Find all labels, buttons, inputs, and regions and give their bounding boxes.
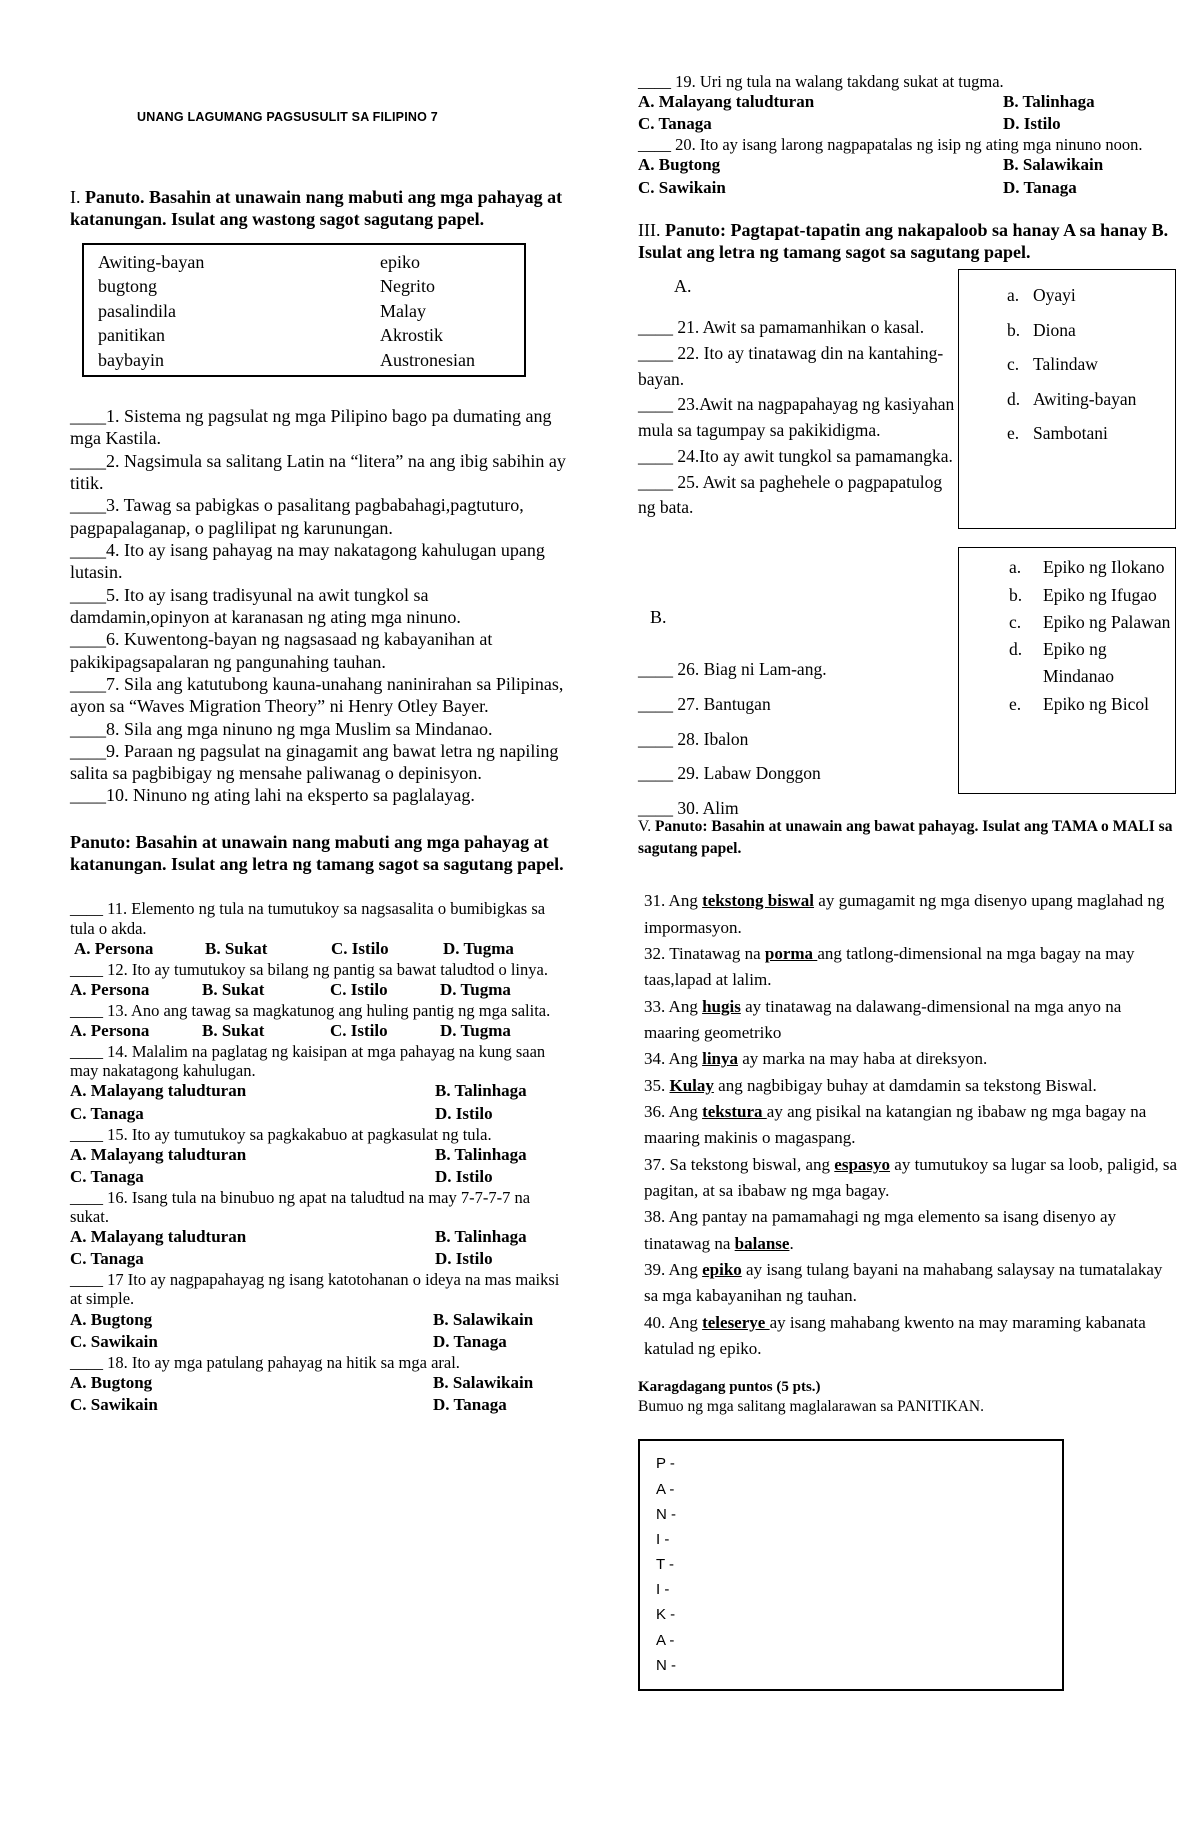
acrostic-letter: K - — [656, 1606, 676, 1624]
choice-letter: e. — [1007, 423, 1020, 444]
choice-text: Sambotani — [1033, 423, 1108, 444]
choice-letter: d. — [1007, 388, 1021, 409]
statement-text: ay isang tulang bayani na mahabang salaysay na tumatalakay sa mga kabayanihan ng tauhan. — [644, 1260, 1163, 1306]
choice-19-d: D. Istilo — [1003, 114, 1061, 134]
choice-row — [959, 313, 1175, 347]
statement-37 — [638, 1152, 1178, 1205]
underlined-term: espasyo — [834, 1154, 891, 1174]
section-1-instruction — [70, 186, 570, 231]
question-11: ____ 11. Elemento ng tula na tumutukoy sa nagsasalita o bumibigkas sa tula o akda. — [70, 899, 546, 938]
acrostic-letter: I - — [656, 1530, 670, 1548]
choice-17-c: C. Sawikain — [70, 1331, 158, 1351]
choice-16-a: A. Malayang taludturan — [70, 1227, 247, 1247]
word-bank-term: epiko — [380, 251, 420, 272]
choice-text: Epiko ng Bicol — [1043, 693, 1149, 714]
acrostic-letter: N - — [656, 1505, 676, 1523]
choices-17 — [70, 1309, 570, 1353]
choice-text: Diona — [1033, 319, 1076, 340]
question-4: ____4. Ito ay isang pahayag na may nakatagong kahulugan upang lutasin. — [70, 540, 545, 583]
matching-item-30: ____ 30. Alim — [638, 797, 739, 818]
choice-20-d: D. Tanaga — [1003, 177, 1077, 197]
choice-18-c: C. Sawikain — [70, 1395, 158, 1414]
column-b-choices-box-1 — [958, 269, 1176, 529]
underlined-term: tekstura — [702, 1102, 767, 1121]
choice-text: Awiting-bayan — [1033, 388, 1137, 409]
section-3-instruction-text: Panuto: Pagtapat-tapatin ang nakapaloob sa hanay A sa hanay B. Isulat ang letra ng tamang sagot sa sagutang papel. — [638, 219, 1169, 262]
statement-text: ay gumagamit ng mga disenyo upang maglahad ng impormasyon. — [644, 891, 1165, 937]
matching-item-22: ____ 22. Ito ay tinatawag din na kantahing-bayan. — [638, 342, 944, 389]
acrostic-letter: P - — [656, 1455, 675, 1473]
statement-39 — [638, 1257, 1178, 1310]
choice-19-c: C. Tanaga — [638, 114, 712, 134]
choice-11-d: D. Tugma — [443, 938, 514, 958]
extra-points-instruction: Bumuo ng mga salitang maglalarawan sa PANITIKAN. — [638, 1398, 984, 1416]
choice-19-b: B. Talinhaga — [1003, 92, 1095, 112]
statement-text: ay tinatawag na dalawang-dimensional na mga anyo na maaring geometriko — [644, 996, 1122, 1042]
choice-16-b: B. Talinhaga — [435, 1227, 527, 1247]
word-bank-box — [82, 243, 526, 378]
choices-16 — [70, 1226, 570, 1270]
choice-11-b: B. Sukat — [205, 938, 268, 958]
statement-text: 35. — [644, 1075, 670, 1095]
choice-letter: b. — [1009, 584, 1023, 605]
choice-text: Epiko ng Ifugao — [1043, 584, 1157, 605]
choice-15-c: C. Tanaga — [70, 1166, 144, 1186]
matching-section — [638, 269, 1178, 819]
word-bank-term: pasalindila — [98, 300, 176, 321]
choice-letter: c. — [1007, 354, 1020, 375]
statement-34 — [638, 1046, 1178, 1072]
statement-32 — [638, 941, 1178, 994]
choice-12-b: B. Sukat — [202, 979, 265, 999]
choice-row — [959, 554, 1175, 581]
choice-text: Oyayi — [1033, 285, 1076, 306]
question-13: ____ 13. Ano ang tawag sa magkatunog ang huling pantig ng mga salita. — [70, 1000, 551, 1020]
choice-13-d: D. Tugma — [440, 1021, 511, 1041]
choice-18-d: D. Tanaga — [433, 1395, 507, 1414]
matching-item-25: ____ 25. Awit sa paghehele o pagpapatulog ng bata. — [638, 471, 943, 518]
underlined-term: hugis — [702, 996, 741, 1016]
choices-15 — [70, 1144, 570, 1188]
underlined-term: tekstong biswal — [702, 891, 815, 911]
choice-20-c: C. Sawikain — [638, 177, 726, 197]
choice-12-a: A. Persona — [70, 979, 150, 999]
choice-12-d: D. Tugma — [440, 979, 511, 999]
choice-15-a: A. Malayang taludturan — [70, 1144, 247, 1164]
choice-18-b: B. Salawikain — [433, 1372, 534, 1392]
choices-19 — [638, 91, 1178, 135]
statement-text: . — [789, 1233, 794, 1253]
word-bank-term: bugtong — [98, 276, 158, 297]
choice-13-b: B. Sukat — [202, 1021, 265, 1041]
choice-13-c: C. Istilo — [330, 1021, 388, 1041]
question-3: ____3. Tawag sa pabigkas o pasalitang pagbabahagi,pagtuturo, pagpapalaganap, o paglilipat ng karunungan. — [70, 495, 524, 538]
choice-14-a: A. Malayang taludturan — [70, 1081, 247, 1101]
choice-letter: d. — [1009, 639, 1023, 660]
acrostic-answer-box — [638, 1439, 1064, 1691]
underlined-term: teleserye — [702, 1312, 770, 1332]
section-1-instruction-text: Panuto. Basahin at unawain nang mabuti ang mga pahayag at katanungan. Isulat ang wastong sagot sagutang papel. — [70, 187, 563, 230]
statement-text: ay isang mahabang kwento na may maraming kabanata katulad ng epiko. — [644, 1312, 1146, 1359]
underlined-term: epiko — [702, 1260, 742, 1280]
column-a-items — [638, 315, 958, 521]
section-1-items — [70, 405, 570, 807]
column-a-label: A. — [674, 276, 692, 297]
section-3-roman: III. — [638, 219, 661, 240]
matching-item-26: ____ 26. Biag ni Lam-ang. — [638, 659, 827, 680]
question-15: ____ 15. Ito ay tumutukoy sa pagkakabuo at pagkasulat ng tula. — [70, 1124, 492, 1144]
choice-18-a: A. Bugtong — [70, 1372, 153, 1392]
underlined-term: Kulay — [669, 1075, 714, 1095]
question-5: ____5. Ito ay isang tradisyunal na awit tungkol sa damdamin,opinyon at karanasan ng ating mga ninuno. — [70, 584, 461, 627]
statement-text: ang tatlong-dimensional na mga bagay na may taas,lapad at lalim. — [644, 943, 1135, 990]
statement-35 — [638, 1073, 1178, 1099]
acrostic-letter: A - — [656, 1480, 675, 1498]
question-1: ____1. Sistema ng pagsulat ng mga Pilipino bago pa dumating ang mga Kastila. — [70, 406, 552, 449]
choice-20-b: B. Salawikain — [1003, 155, 1104, 175]
word-bank-term: panitikan — [98, 325, 165, 346]
question-12: ____ 12. Ito ay tumutukoy sa bilang ng pantig sa bawat taludtod o linya. — [70, 959, 548, 979]
underlined-term: porma — [764, 943, 818, 963]
choices-11 — [70, 938, 570, 960]
statement-text: 38. Ang pantay na pamamahagi ng mga elemento sa isang disenyo ay tinatawag na — [644, 1207, 1117, 1253]
statement-text: 40. Ang — [644, 1312, 703, 1332]
choice-15-d: D. Istilo — [435, 1166, 493, 1186]
acrostic-letter: T - — [656, 1556, 675, 1574]
acrostic-letter: I - — [656, 1581, 670, 1599]
statement-text: 32. Tinatawag na — [644, 943, 765, 963]
question-9: ____9. Paraan ng pagsulat na ginagamit ang bawat letra ng napiling salita sa pagbibigay ng mensahe paliwanag o depinisyon. — [70, 740, 559, 784]
matching-item-23: ____ 23.Awit na nagpapahayag ng kasiyahan mula sa tagumpay sa pakikidigma. — [638, 394, 955, 441]
choice-letter: a. — [1009, 557, 1022, 578]
acrostic-letter: N - — [656, 1656, 676, 1674]
question-10: ____10. Ninuno ng ating lahi na eksperto sa paglalayag. — [70, 785, 475, 806]
choice-letter: b. — [1007, 319, 1021, 340]
question-19: ____ 19. Uri ng tula na walang takdang sukat at tugma. — [638, 72, 1004, 91]
choice-17-d: D. Tanaga — [433, 1331, 507, 1351]
choice-16-c: C. Tanaga — [70, 1249, 144, 1269]
matching-item-24: ____ 24.Ito ay awit tungkol sa pamamangka. — [638, 445, 953, 466]
choice-letter: a. — [1007, 285, 1020, 306]
choice-row — [959, 416, 1175, 450]
choice-15-b: B. Talinhaga — [435, 1144, 527, 1164]
word-bank-term: Awiting-bayan — [98, 251, 205, 272]
section-2-instruction: Panuto: Basahin at unawain nang mabuti ang mga pahayag at katanungan. Isulat ang letra ng tamang sagot sa sagutang papel. — [70, 831, 564, 875]
choice-19-a: A. Malayang taludturan — [638, 92, 815, 112]
question-20: ____ 20. Ito ay isang larong nagpapatalas ng isip ng ating mga ninuno noon. — [638, 135, 1143, 155]
question-18: ____ 18. Ito ay mga patulang pahayag na hitik sa mga aral. — [70, 1352, 460, 1372]
word-bank-term: Austronesian — [380, 349, 475, 370]
choice-13-a: A. Persona — [70, 1021, 150, 1041]
statement-36 — [638, 1099, 1178, 1152]
statement-text: ay ang pisikal na katangian ng ibabaw ng mga bagay na maaring makinis o magaspang. — [644, 1102, 1147, 1148]
section-1-roman: I. — [70, 187, 81, 207]
choices-12 — [70, 979, 570, 1001]
choice-row — [959, 582, 1175, 609]
choice-17-b: B. Salawikain — [433, 1309, 534, 1329]
word-bank-term: baybayin — [98, 349, 164, 370]
statement-text: 34. Ang — [644, 1049, 703, 1069]
true-false-items — [638, 888, 1178, 1362]
section-5-roman: V. — [638, 818, 652, 836]
left-column — [70, 186, 570, 1416]
choices-18 — [70, 1372, 570, 1416]
choice-letter: c. — [1009, 611, 1022, 632]
statement-31 — [638, 888, 1178, 941]
underlined-term: linya — [702, 1049, 738, 1069]
choice-12-c: C. Istilo — [330, 979, 388, 999]
word-bank-term: Negrito — [380, 276, 435, 297]
choice-row — [959, 691, 1175, 718]
choice-row — [959, 636, 1175, 691]
word-bank-term: Akrostik — [380, 325, 443, 346]
underlined-term: balanse — [734, 1233, 790, 1253]
choice-text: Talindaw — [1033, 354, 1098, 375]
column-b-choices-box-2 — [958, 547, 1176, 794]
statement-text: ay tumutukoy sa lugar sa loob, paligid, sa pagitan, at sa ibabaw ng mga bagay. — [644, 1154, 1178, 1201]
column-b-label: B. — [650, 607, 667, 628]
matching-item-21: ____ 21. Awit sa pamamanhikan o kasal. — [638, 317, 925, 338]
choices-14 — [70, 1080, 570, 1124]
word-bank-term: Malay — [380, 300, 426, 321]
statement-33 — [638, 994, 1178, 1047]
choice-letter: e. — [1009, 693, 1022, 714]
matching-item-29: ____ 29. Labaw Donggon — [638, 763, 821, 784]
choices-20 — [638, 154, 1178, 198]
choice-16-d: D. Istilo — [435, 1249, 493, 1269]
choice-14-b: B. Talinhaga — [435, 1081, 527, 1101]
question-8: ____8. Sila ang mga ninuno ng mga Muslim sa Mindanao. — [70, 718, 493, 739]
statement-40 — [638, 1310, 1178, 1363]
choice-11-c: C. Istilo — [331, 938, 389, 958]
page-title: UNANG LAGUMANG PAGSUSULIT SA FILIPINO 7 — [137, 110, 438, 124]
statement-text: ay marka na may haba at direksyon. — [738, 1049, 988, 1069]
statement-text: ang nagbibigay buhay at damdamin sa tekstong Biswal. — [713, 1075, 1097, 1095]
choice-row — [959, 382, 1175, 416]
question-6: ____6. Kuwentong-bayan ng nagsasaad ng kabayanihan at pakikipagsapalaran ng pangunahing tauhan. — [70, 629, 493, 672]
choice-14-c: C. Tanaga — [70, 1103, 144, 1123]
statement-38 — [638, 1204, 1178, 1257]
extra-points-title: Karagdagang puntos (5 pts.) — [638, 1379, 821, 1396]
choice-row — [959, 609, 1175, 636]
statement-text: 37. Sa tekstong biswal, ang — [644, 1154, 835, 1174]
acrostic-letter: A - — [656, 1631, 675, 1649]
choice-11-a: A. Persona — [74, 938, 154, 958]
choice-text: Epiko ng Ilokano — [1043, 557, 1165, 578]
right-column — [638, 72, 1178, 1691]
choice-row — [959, 347, 1175, 381]
matching-item-27: ____ 27. Bantugan — [638, 693, 771, 714]
column-b-items — [638, 652, 938, 825]
statement-text: 33. Ang — [644, 996, 703, 1016]
choice-row — [959, 278, 1175, 312]
choice-14-d: D. Istilo — [435, 1103, 493, 1123]
choice-text: Epiko ng Mindanao — [1043, 639, 1114, 687]
question-17: ____ 17 Ito ay nagpapahayag ng isang katotohanan o ideya na mas maiksi at simple. — [70, 1270, 560, 1309]
choices-13 — [70, 1020, 570, 1042]
choice-17-a: A. Bugtong — [70, 1309, 153, 1329]
statement-text: 39. Ang — [644, 1260, 703, 1280]
section-3-instruction — [638, 219, 1178, 264]
question-2: ____2. Nagsimula sa salitang Latin na “litera” na ang ibig sabihin ay titik. — [70, 450, 566, 494]
section-5-instruction-text: Panuto: Basahin at unawain ang bawat pahayag. Isulat ang TAMA o MALI sa sagutang papel. — [638, 818, 1173, 858]
matching-item-28: ____ 28. Ibalon — [638, 728, 749, 749]
question-16: ____ 16. Isang tula na binubuo ng apat na taludtud na may 7-7-7-7 na sukat. — [70, 1187, 531, 1227]
choice-20-a: A. Bugtong — [638, 155, 721, 175]
question-14: ____ 14. Malalim na paglatag ng kaisipan at mga pahayag na kung saan may nakatagong kahulugan. — [70, 1042, 546, 1081]
question-7: ____7. Sila ang katutubong kauna-unahang naninirahan sa Pilipinas, ayon sa “Waves Migration Theory” ni Henry Otley Bayer. — [70, 673, 564, 717]
choice-text: Epiko ng Palawan — [1043, 611, 1171, 632]
statement-text: 31. Ang — [644, 891, 703, 911]
statement-text: 36. Ang — [644, 1102, 703, 1121]
